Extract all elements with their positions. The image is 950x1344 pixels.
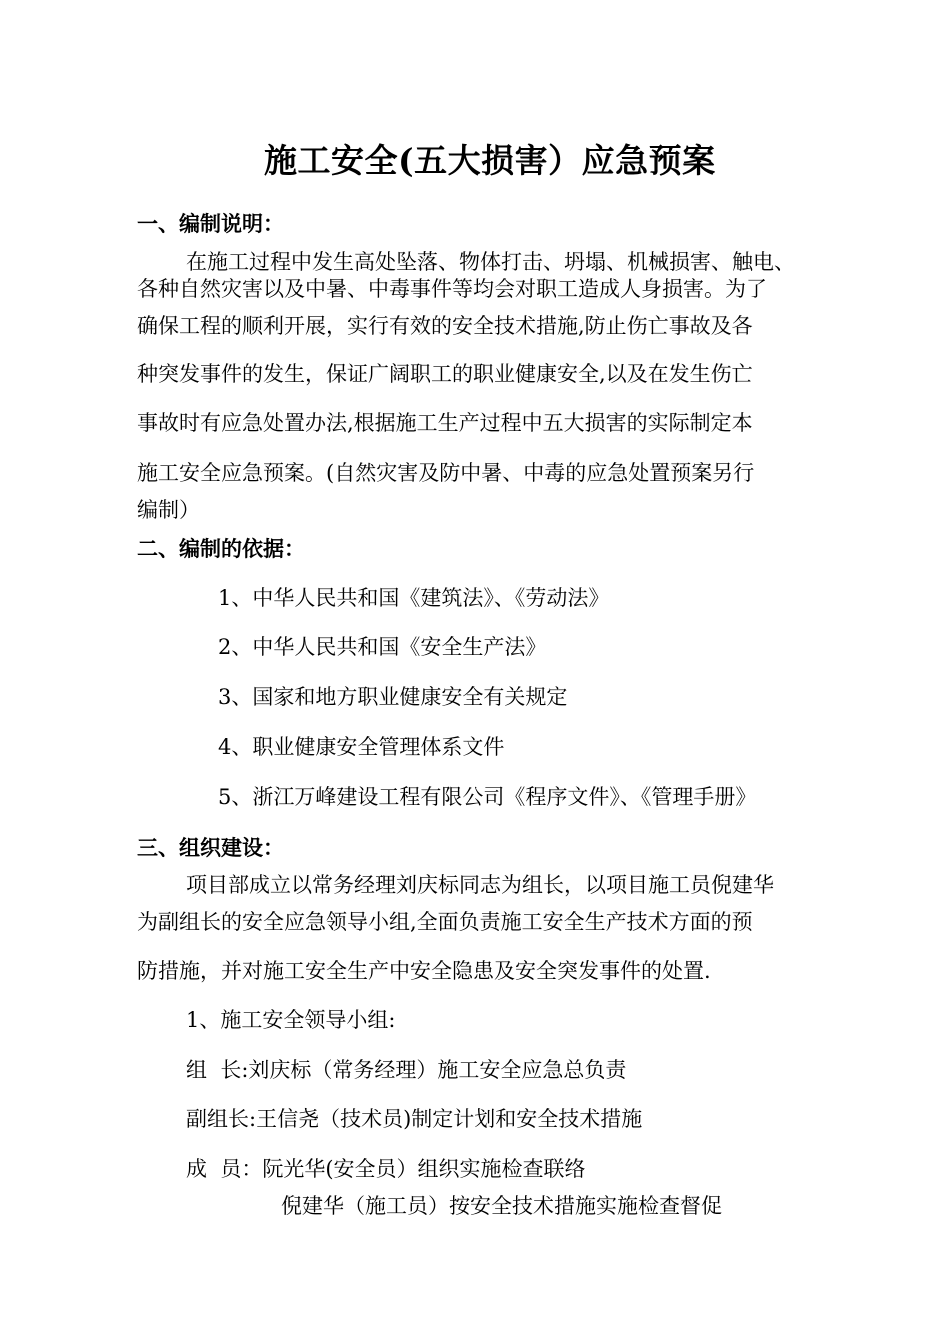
section1-heading: 一、编制说明：	[137, 212, 284, 236]
member-leader: 组 长:刘庆标（常务经理）施工安全应急总负责	[186, 1058, 627, 1082]
section1-line-3: 确保工程的顺利开展，实行有效的安全技术措施,防止伤亡事故及各	[137, 314, 753, 338]
section2-item-1: 1、中华人民共和国《建筑法》、《劳动法》	[218, 586, 610, 610]
section1-line-5: 事故时有应急处置办法,根据施工生产过程中五大损害的实际制定本	[137, 411, 753, 435]
section2-heading: 二、编制的依据：	[137, 537, 305, 561]
section3-line-3: 防措施，并对施工安全生产中安全隐患及安全突发事件的处置.	[137, 959, 711, 983]
page-title: 施工安全(五大损害）应急预案	[264, 141, 716, 180]
section1-line-6: 施工安全应急预案。(自然灾害及防中暑、中毒的应急处置预案另行	[137, 461, 755, 485]
section1-line-1: 在施工过程中发生高处坠落、物体打击、坍塌、机械损害、触电、	[186, 250, 795, 274]
section3-line-1: 项目部成立以常务经理刘庆标同志为组长，以项目施工员倪建华	[186, 873, 774, 897]
section2-item-4: 4、职业健康安全管理体系文件	[218, 735, 505, 759]
section1-line-4: 种突发事件的发生，保证广阔职工的职业健康安全,以及在发生伤亡	[137, 362, 753, 386]
section3-subheading: 1、施工安全领导小组:	[186, 1008, 396, 1032]
section1-line-2: 各种自然灾害以及中暑、中毒事件等均会对职工造成人身损害。为了	[137, 277, 767, 301]
section3-line-2: 为副组长的安全应急领导小组,全面负责施工安全生产技术方面的预	[137, 910, 753, 934]
section2-item-2: 2、中华人民共和国《安全生产法》	[218, 635, 547, 659]
section1-line-7: 编制）	[137, 498, 200, 522]
section2-item-5: 5、浙江万峰建设工程有限公司《程序文件》、《管理手册》	[218, 785, 757, 809]
section2-item-3: 3、国家和地方职业健康安全有关规定	[218, 685, 568, 709]
member-deputy: 副组长:王信尧（技术员)制定计划和安全技术措施	[186, 1107, 643, 1131]
member-extra: 倪建华（施工员）按安全技术措施实施检查督促	[281, 1194, 722, 1218]
section3-heading: 三、组织建设：	[137, 836, 284, 860]
member-members: 成 员：阮光华(安全员）组织实施检查联络	[186, 1157, 586, 1181]
